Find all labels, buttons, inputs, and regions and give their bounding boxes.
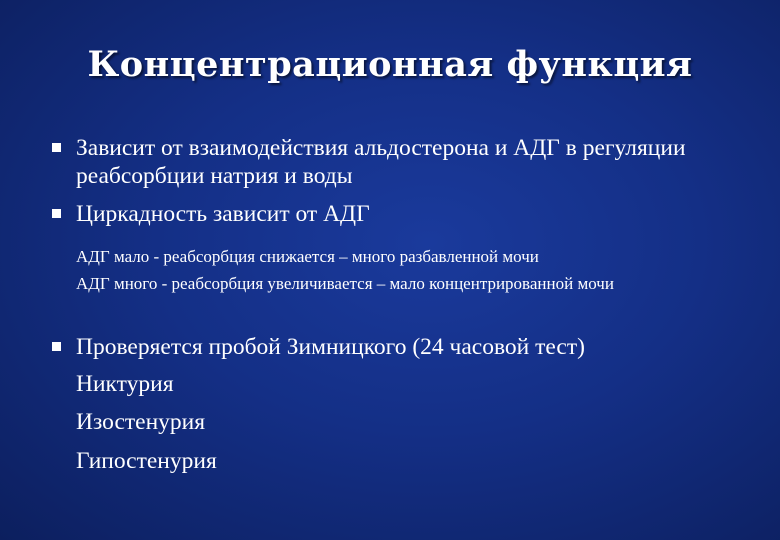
sub-line: АДГ много - реабсорбция увеличивается – мало концентрированной мочи <box>76 274 614 293</box>
sub-line: АДГ мало - реабсорбция снижается – много разбавленной мочи <box>76 247 539 266</box>
slide-title: Концентрационная функция <box>87 44 693 85</box>
bullet-text: Проверяется пробой Зимницкого (24 часовой тест) <box>76 334 585 360</box>
square-bullet-icon <box>52 143 61 152</box>
bullet-text: Циркадность зависит от АДГ <box>76 201 370 227</box>
continuation-line: Гипостенурия <box>76 448 217 474</box>
square-bullet-icon <box>52 342 61 351</box>
continuation-line: Никтурия <box>76 371 174 397</box>
continuation-line: Изостенурия <box>76 409 206 435</box>
bullet-text: Зависит от взаимодействия альдостерона и АДГ в регуляции реабсорбции натрия и воды <box>76 135 686 189</box>
square-bullet-icon <box>52 209 61 218</box>
